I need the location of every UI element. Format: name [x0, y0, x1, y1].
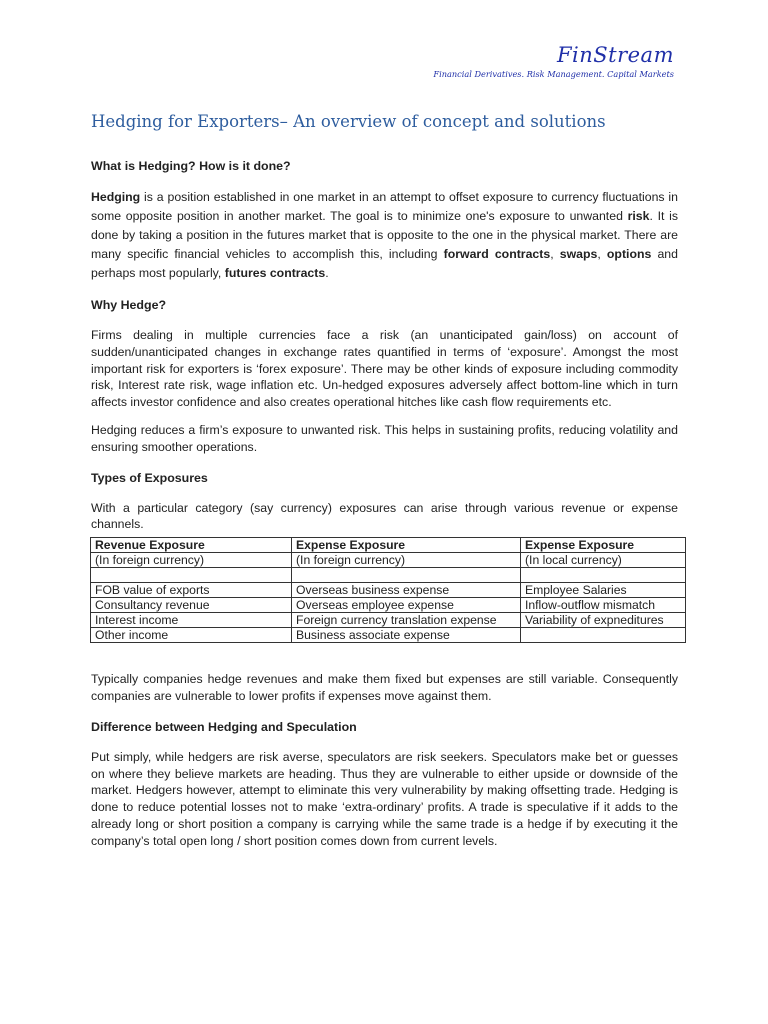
paragraph-typical-hedging: Typically companies hedge revenues and make them fixed but expenses are still variable. Consequently companies are vulnerable to lower profits if expenses move against them.: [91, 672, 678, 703]
table-cell: Business associate expense: [292, 628, 521, 643]
table-row: [91, 598, 686, 613]
table-header-row: [91, 538, 686, 553]
table-cell: (In local currency): [521, 553, 686, 568]
text-run: ,: [597, 247, 607, 261]
paragraph-hedging-definition: [91, 188, 678, 283]
term-swaps: swaps: [559, 247, 598, 261]
text-run: and perhaps most popularly,: [91, 247, 678, 280]
text-run: is a position established in one market in an attempt to offset exposure to currency fluctuations in some opposite position in another market. The goal is to minimize one's exposure to unwanted: [91, 190, 678, 223]
table-header-cell: Expense Exposure: [292, 538, 521, 553]
text-run: ,: [550, 247, 560, 261]
paragraph-exposure-channels: With a particular category (say currency) exposures can arise through various revenue or expense channels.: [91, 500, 678, 532]
paragraph-why-hedge: Firms dealing in multiple currencies face a risk (an unanticipated gain/loss) on account of sudden/unanticipated changes in exchange rates quantified in terms of ‘exposure’. Amongst the most important risk for exporters is ‘forex exposure’. There may be other kinds of exposure including commodity risk, Interest rate risk, wage inflation etc. Un-hedged exposures adversely affect bottom-line which in turn affects investor confidence and also creates operational hitches like cash flow requirements etc.: [91, 328, 678, 410]
paragraph-hedging-reduces: Hedging reduces a firm’s exposure to unwanted risk. This helps in sustaining profits, reducing volatility and ensuring smoother operations.: [91, 422, 678, 454]
table-cell: [91, 568, 292, 583]
heading-why-hedge: Why Hedge?: [91, 298, 167, 312]
spacer: [91, 657, 678, 671]
term-risk: risk: [627, 209, 650, 223]
table-subheader-row: [91, 553, 686, 568]
brand-tagline: Financial Derivatives. Risk Management. Capital Markets: [433, 69, 674, 79]
table-row: [91, 613, 686, 628]
heading-types-of-exposures: Types of Exposures: [91, 470, 208, 485]
term-forward-contracts: forward contracts: [443, 247, 551, 261]
term-options: options: [606, 247, 652, 261]
paragraph-hedging-vs-speculation: Put simply, while hedgers are risk averse, speculators are risk seekers. Speculators make bet or guesses on where they believe markets are heading. Thus they are vulnerable to either upside or downside of the market. Hedgers however, attempt to eliminate this very vulnerability by making offsetting trade. Hedging is done to reduce potential losses not to make ‘extra-ordinary’ profits. A trade is speculative if it adds to the already long or short position a company is carrying while the same trade is a hedge if by executing it the company’s total open long / short position comes down from current levels.: [91, 749, 678, 848]
table-cell: (In foreign currency): [91, 553, 292, 568]
table-cell: Consultancy revenue: [91, 598, 292, 613]
document-body: [91, 158, 678, 861]
table-row: [91, 628, 686, 643]
table-cell: Overseas business expense: [292, 583, 521, 598]
table-cell: FOB value of exports: [91, 583, 292, 598]
table-row: [91, 568, 686, 583]
heading-hedging-vs-speculation: Difference between Hedging and Speculation: [91, 719, 357, 734]
table-cell: Foreign currency translation expense: [292, 613, 521, 628]
table-header-cell: Expense Exposure: [521, 538, 686, 553]
table-cell: [292, 568, 521, 583]
table-cell: Inflow-outflow mismatch: [521, 598, 686, 613]
table-cell: [521, 628, 686, 643]
table-cell: [521, 568, 686, 583]
table-cell: Interest income: [91, 613, 292, 628]
page-title: Hedging for Exporters– An overview of concept and solutions: [91, 112, 606, 131]
table-cell: (In foreign currency): [292, 553, 521, 568]
term-futures-contracts: futures contracts: [224, 266, 326, 280]
text-run: . It is done by taking a position in the futures market that is opposite to the one in the physical market. There are many specific financial vehicles to accomplish this, including: [91, 209, 679, 261]
table-cell: Variability of expneditures: [521, 613, 686, 628]
exposure-table: [90, 537, 686, 643]
brand-header: [433, 42, 674, 79]
table-row: [91, 583, 686, 598]
table-header-cell: Revenue Exposure: [91, 538, 292, 553]
text-run: .: [325, 266, 329, 280]
table-cell: Overseas employee expense: [292, 598, 521, 613]
brand-logo-text: FinStream: [556, 43, 674, 67]
table-cell: Employee Salaries: [521, 583, 686, 598]
heading-what-is-hedging: What is Hedging? How is it done?: [91, 159, 291, 173]
table-cell: Other income: [91, 628, 292, 643]
term-hedging: Hedging: [91, 190, 141, 204]
